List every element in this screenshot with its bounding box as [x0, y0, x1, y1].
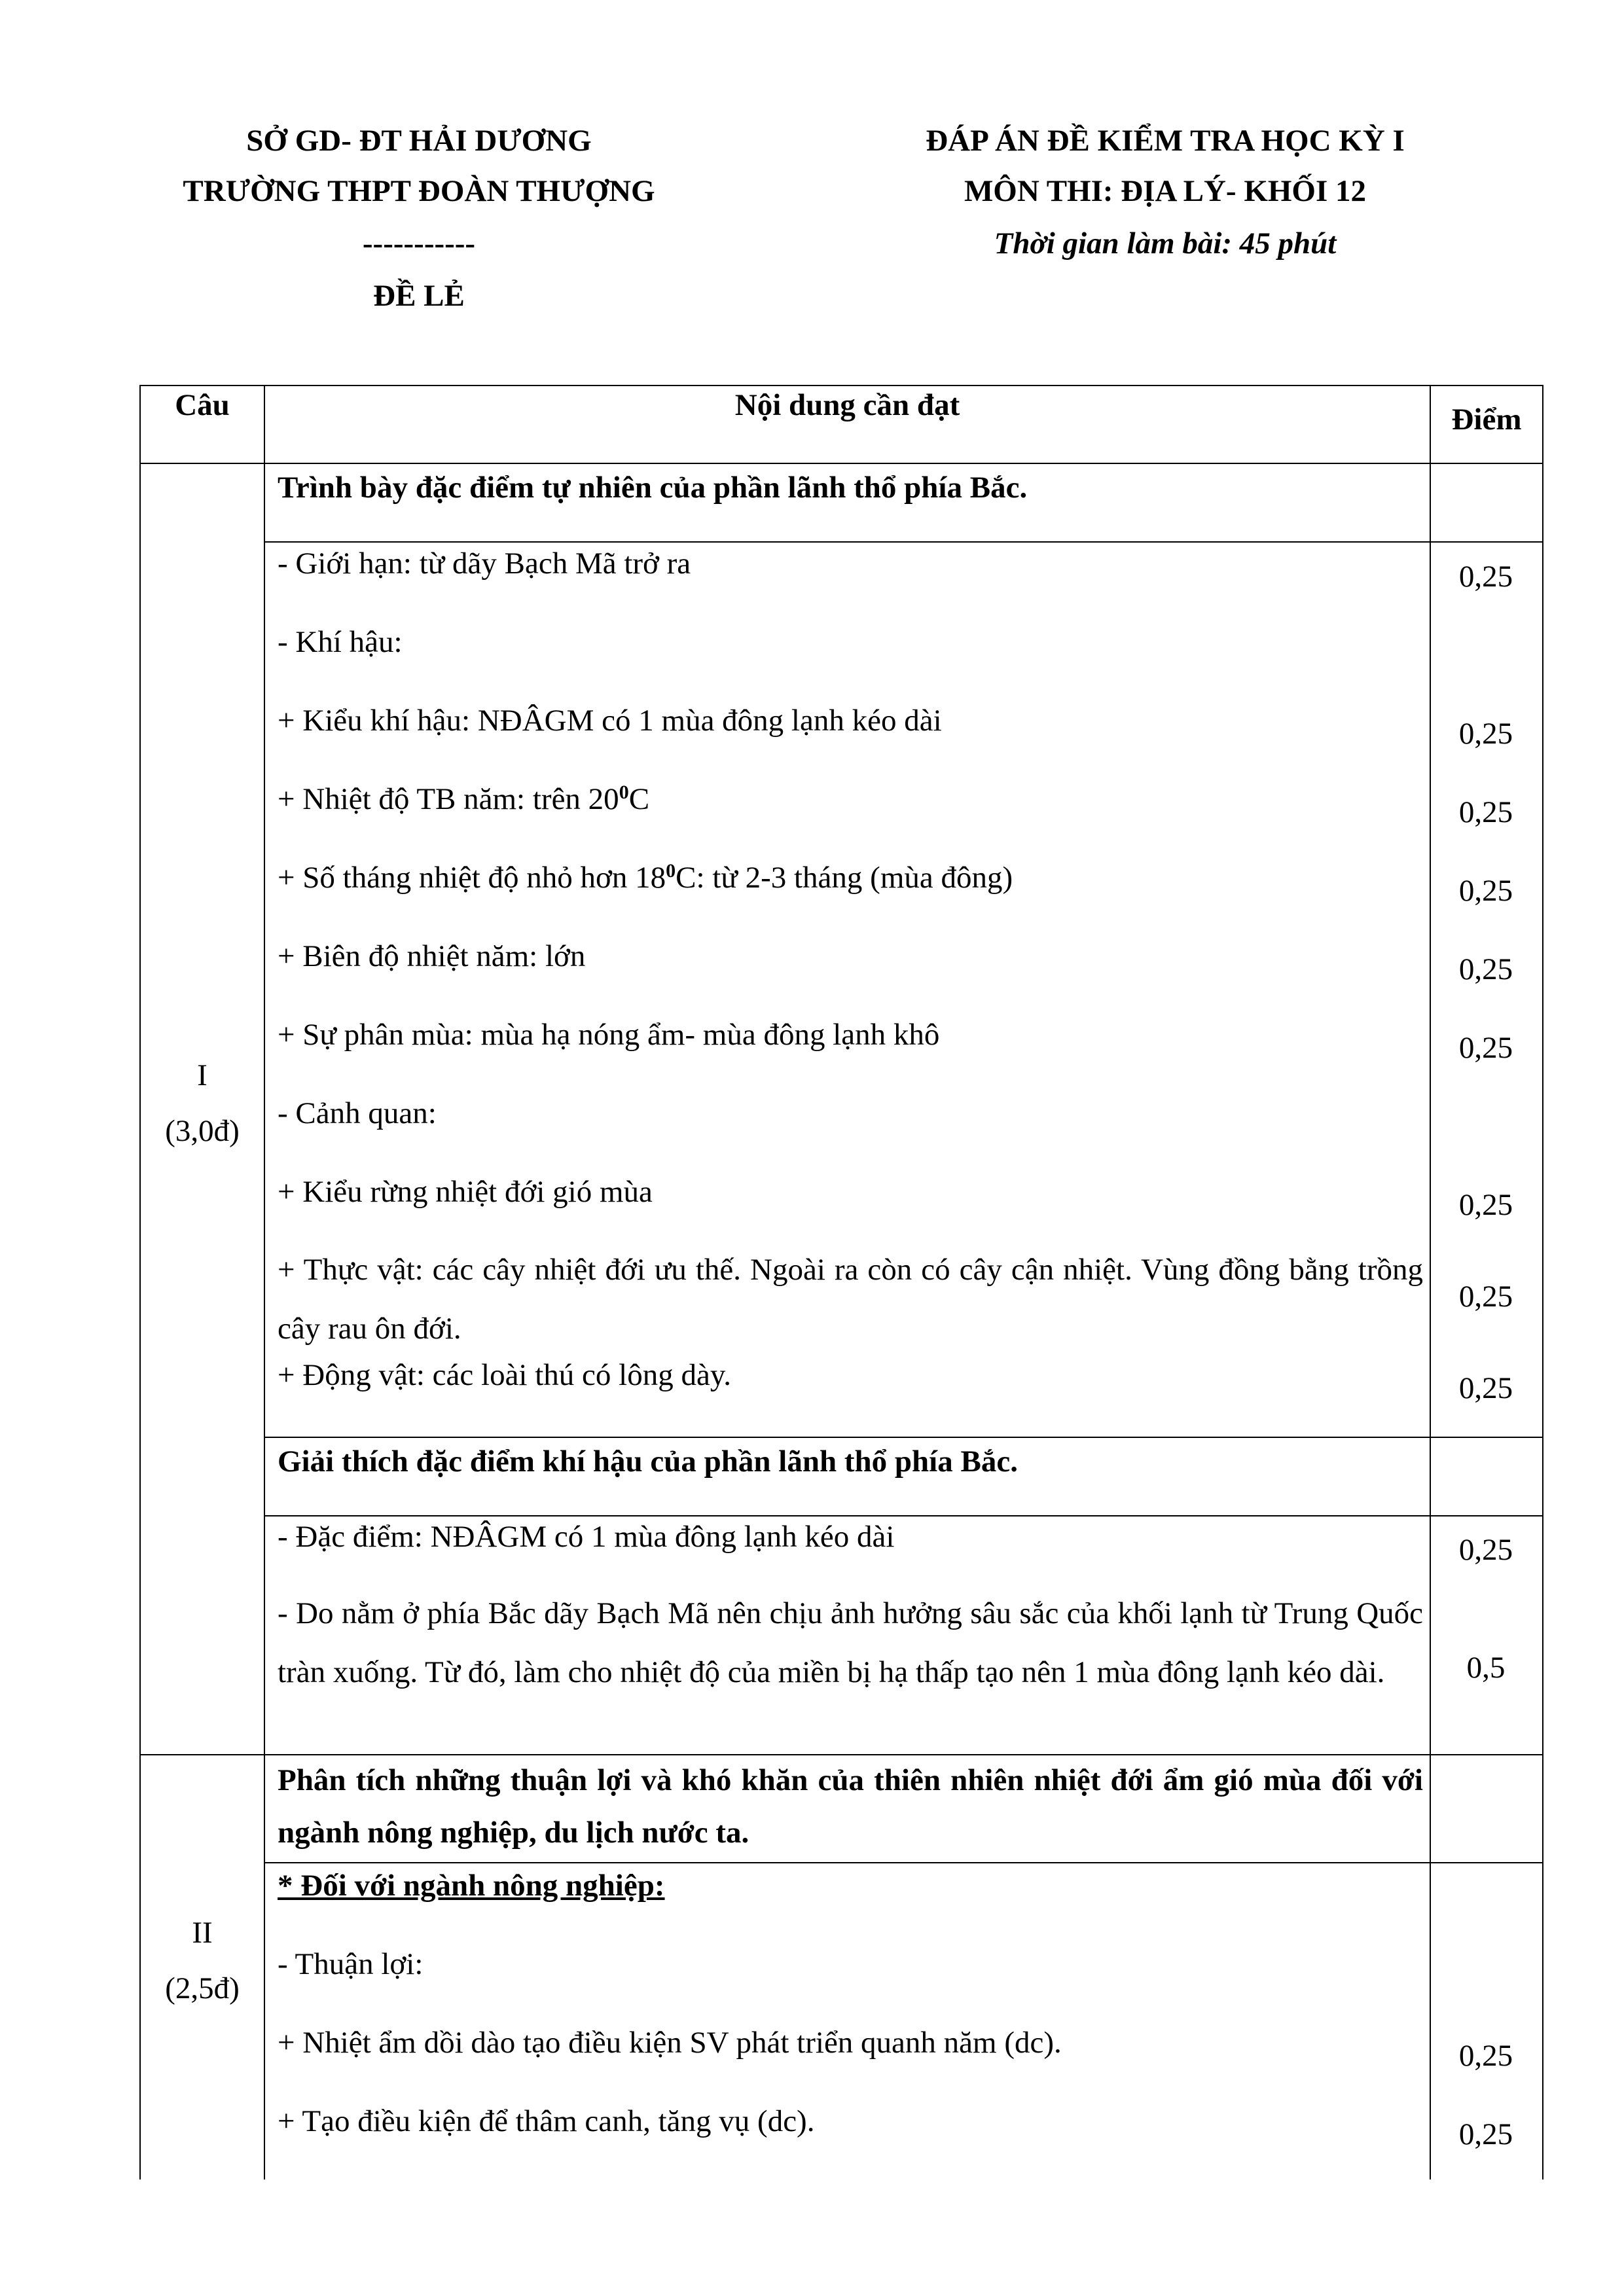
question-1-points: (3,0đ) [165, 1114, 240, 1148]
score: 0,5 [1466, 1651, 1506, 1685]
exam-subject: MÔN THI: ĐỊA LÝ- KHỐI 12 [964, 174, 1367, 208]
q1-part-b-title: Giải thích đặc điểm khí hậu của phần lãnh thổ phía Bắc. [278, 1444, 1018, 1479]
score: 0,25 [1458, 1371, 1513, 1405]
school-name: TRƯỜNG THPT ĐOÀN THƯỢNG [183, 174, 655, 208]
score: 0,25 [1458, 1188, 1513, 1222]
score: 0,25 [1458, 952, 1513, 986]
q1-line: - Cảnh quan: [278, 1096, 437, 1130]
q1-line: + Kiểu khí hậu: NĐÂGM có 1 mùa đông lạnh kéo dài [278, 704, 942, 738]
exam-title: ĐÁP ÁN ĐỀ KIỂM TRA HỌC KỲ I [926, 124, 1405, 158]
q1-line: - Khí hậu: [278, 625, 403, 659]
q1-line: + Sự phân mùa: mùa hạ nóng ẩm- mùa đông lạnh khô [278, 1018, 940, 1052]
question-2-label: II [192, 1916, 213, 1950]
score: 0,25 [1458, 560, 1513, 594]
score: 0,25 [1458, 717, 1513, 751]
score: 0,25 [1458, 795, 1513, 829]
question-2-points: (2,5đ) [165, 1971, 240, 2005]
score: 0,25 [1458, 2039, 1513, 2073]
q2-line: - Thuận lợi: [278, 1947, 424, 1981]
q1-line-suffix: C: từ 2-3 tháng (mùa đông) [676, 861, 1013, 895]
celsius-unit: C [628, 782, 650, 816]
score: 0,25 [1458, 2117, 1513, 2151]
q2-line: + Tạo điều kiện để thâm canh, tăng vụ (dc). [278, 2104, 815, 2138]
q1-part-b-paragraph: - Do nằm ở phía Bắc dãy Bạch Mã nên chịu ảnh hưởng sâu sắc của khối lạnh từ Trung Quốc tràn xuống. Từ đó, làm cho nhiệt độ của miền bị hạ thấp tạo nên 1 mùa đông lạnh kéo dài. [278, 1596, 1423, 1689]
score: 0,25 [1458, 874, 1513, 908]
degree-sup: 0 [666, 860, 676, 882]
q1-line-paragraph: + Thực vật: các cây nhiệt đới ưu thế. Ngoài ra còn có cây cận nhiệt. Vùng đồng bằng trồng cây rau ôn đới. [278, 1253, 1423, 1346]
q1-line-text: + Số tháng nhiệt độ nhỏ hơn 18 [278, 861, 666, 895]
column-header-content: Nội dung cần đạt [734, 388, 960, 422]
q2-section-agriculture: * Đối với ngành nông nghiệp: [278, 1869, 665, 1903]
column-header-question: Câu [175, 388, 230, 422]
q1-line: + Kiểu rừng nhiệt đới gió mùa [278, 1175, 653, 1209]
q1-part-a-title: Trình bày đặc điểm tự nhiên của phần lãnh thổ phía Bắc. [278, 471, 1028, 505]
column-header-score: Điểm [1451, 403, 1522, 437]
question-1-label: I [197, 1058, 208, 1092]
score: 0,25 [1458, 1533, 1513, 1567]
q1-line: - Giới hạn: từ dãy Bạch Mã trở ra [278, 547, 691, 581]
score: 0,25 [1458, 1031, 1513, 1065]
exam-duration: Thời gian làm bài: 45 phút [994, 226, 1337, 260]
score: 0,25 [1458, 1280, 1513, 1314]
q1-line: + Biên độ nhiệt năm: lớn [278, 939, 586, 973]
department-name: SỞ GD- ĐT HẢI DƯƠNG [246, 124, 592, 158]
q2-title: Phân tích những thuận lợi và khó khăn của thiên nhiên nhiệt đới ẩm gió mùa đối với ngành nông nghiệp, du lịch nước ta. [278, 1763, 1423, 1850]
q1-line-temperature [278, 781, 650, 816]
q1-line: + Động vật: các loài thú có lông dày. [278, 1358, 732, 1392]
header-divider: ----------- [362, 226, 476, 260]
degree-sup: 0 [619, 781, 629, 803]
exam-variant: ĐỀ LẺ [373, 279, 465, 313]
q1-part-b-line: - Đặc điểm: NĐÂGM có 1 mùa đông lạnh kéo dài [278, 1520, 895, 1554]
q1-line-months [278, 860, 1013, 895]
q2-line: + Nhiệt ẩm dồi dào tạo điều kiện SV phát triển quanh năm (dc). [278, 2026, 1062, 2060]
q1-line-text: + Nhiệt độ TB năm: trên 20 [278, 782, 619, 816]
